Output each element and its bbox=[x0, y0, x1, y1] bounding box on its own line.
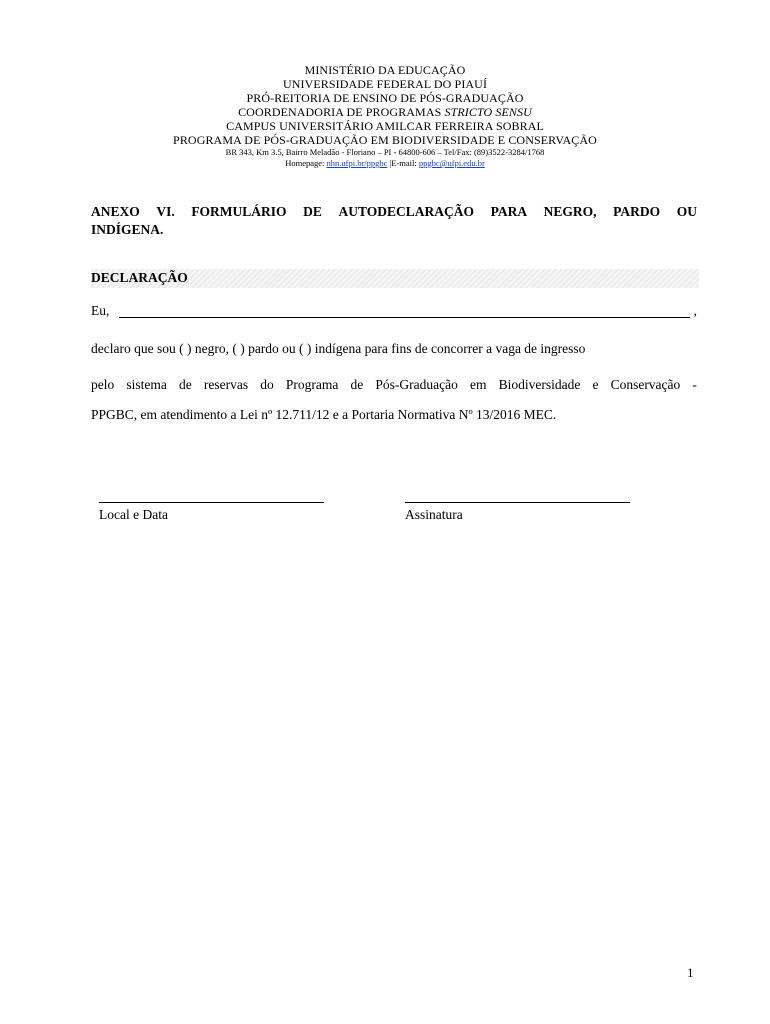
header-program: PROGRAMA DE PÓS-GRADUAÇÃO EM BIODIVERSIDADE E CONSERVAÇÃO bbox=[173, 133, 597, 147]
header-address: BR 343, Km 3.5, Bairro Meladão - Floriano – PI - 64800-606 – Tel/Fax: (89)3522-3284/1768 bbox=[225, 147, 545, 157]
declaration-heading: DECLARAÇÃO bbox=[91, 270, 188, 285]
annex-title bbox=[91, 203, 697, 239]
letterhead bbox=[0, 63, 770, 169]
eu-label: Eu, bbox=[91, 303, 110, 318]
header-pro-rectorate: PRÓ-REITORIA DE ENSINO DE PÓS-GRADUAÇÃO bbox=[246, 91, 524, 105]
page-number: 1 bbox=[687, 965, 694, 980]
line2-word: - bbox=[692, 377, 697, 392]
annex-word: ANEXO bbox=[91, 204, 140, 219]
declaration-line-2 bbox=[91, 376, 697, 394]
annex-title-line1 bbox=[91, 203, 697, 221]
name-blank-line[interactable] bbox=[119, 317, 690, 318]
header-coordination bbox=[0, 105, 770, 119]
header-contact bbox=[0, 158, 770, 169]
line2-word: pelo bbox=[91, 377, 115, 392]
line2-word: Biodiversidade bbox=[498, 377, 581, 392]
local-date-label: Local e Data bbox=[99, 507, 168, 522]
header-campus: CAMPUS UNIVERSITÁRIO AMILCAR FERREIRA SOBRAL bbox=[226, 119, 544, 133]
annex-word: FORMULÁRIO bbox=[191, 204, 287, 219]
annex-word: OU bbox=[676, 204, 697, 219]
annex-title-line2: INDÍGENA. bbox=[91, 222, 164, 237]
annex-word: PARDO bbox=[613, 204, 661, 219]
eu-comma: , bbox=[693, 303, 697, 318]
signature-label: Assinatura bbox=[405, 507, 463, 522]
declaration-line-3: PPGBC, em atendimento a Lei nº 12.711/12 e a Portaria Normativa Nº 13/2016 MEC. bbox=[91, 407, 557, 422]
declaration-line-1: declaro que sou ( ) negro, ( ) pardo ou ( ) indígena para fins de concorrer a vaga de ingresso bbox=[91, 341, 586, 356]
line2-word: Conservação bbox=[610, 377, 681, 392]
line2-word: e bbox=[592, 377, 599, 392]
annex-word: NEGRO, bbox=[543, 204, 597, 219]
header-coordination-prefix: COORDENADORIA DE PROGRAMAS bbox=[238, 105, 445, 119]
name-field-row bbox=[91, 303, 697, 321]
homepage-label: Homepage: bbox=[285, 158, 327, 168]
annex-word: PARA bbox=[490, 204, 528, 219]
email-label: |E-mail: bbox=[387, 158, 419, 168]
header-coordination-italic: STRICTO SENSU bbox=[444, 105, 532, 119]
line2-word: em bbox=[469, 377, 487, 392]
annex-word: AUTODECLARAÇÃO bbox=[338, 204, 474, 219]
email-link[interactable]: ppgbc@ufpi.edu.br bbox=[418, 158, 485, 168]
annex-word: VI. bbox=[156, 204, 175, 219]
line2-word: de bbox=[179, 377, 192, 392]
line2-word: Pós-Graduação bbox=[375, 377, 458, 392]
annex-word: DE bbox=[303, 204, 322, 219]
line2-word: reservas bbox=[203, 377, 249, 392]
homepage-link[interactable]: nhn.ufpi.br/ppgbc bbox=[326, 158, 388, 168]
local-date-signature-line[interactable] bbox=[99, 502, 324, 503]
line2-word: do bbox=[260, 377, 274, 392]
header-university: UNIVERSIDADE FEDERAL DO PIAUÍ bbox=[282, 77, 488, 91]
line2-word: sistema bbox=[126, 377, 167, 392]
line2-word: Programa bbox=[285, 377, 339, 392]
header-ministry: MINISTÉRIO DA EDUCAÇÃO bbox=[304, 63, 466, 77]
signature-line[interactable] bbox=[405, 502, 630, 503]
line2-word: de bbox=[350, 377, 364, 392]
